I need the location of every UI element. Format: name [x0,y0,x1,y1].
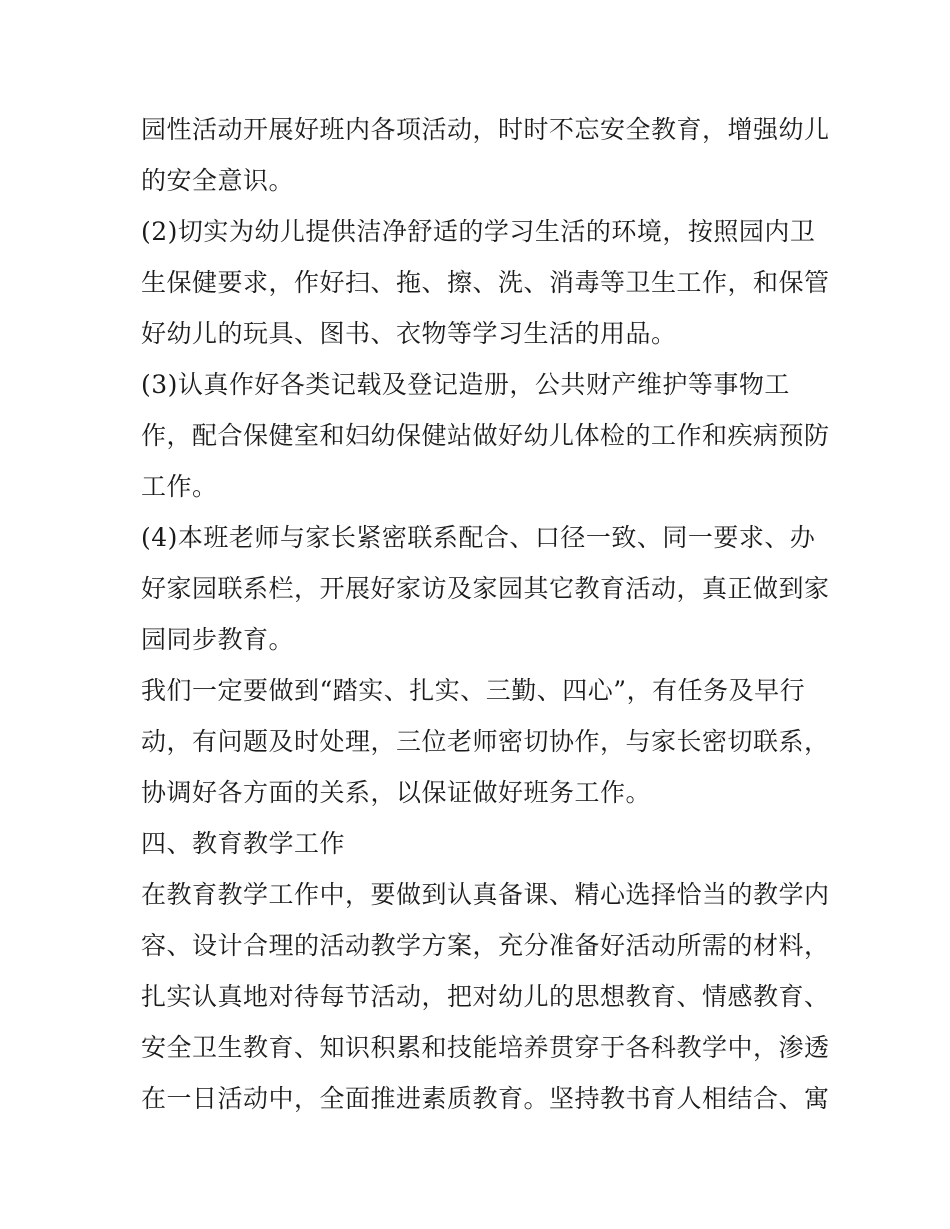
text-line: (4)本班老师与家长紧密联系配合、口径一致、同一要求、办 [141,523,816,552]
text-line: 动，有问题及时处理，三位老师密切协作，与家长密切联系， [141,727,830,756]
text-line: 好幼儿的玩具、图书、衣物等学习生活的用品。 [141,319,677,348]
text-line: 的安全意识。 [141,166,295,195]
body-text [141,104,830,1124]
text-line: 作，配合保健室和妇幼保健站做好幼儿体检的工作和疾病预防 [141,421,830,450]
section-heading: 四、教育教学工作 [141,829,346,858]
text-line: 园性活动开展好班内各项活动，时时不忘安全教育，增强幼儿 [141,115,830,144]
text-line: 我们一定要做到“踏实、扎实、三勤、四心”，有任务及早行 [141,676,806,705]
text-line: 安全卫生教育、知识积累和技能培养贯穿于各科教学中，渗透 [141,1033,830,1062]
text-line: 园同步教育。 [141,625,295,654]
text-line: (2)切实为幼儿提供洁净舒适的学习生活的环境，按照园内卫 [141,217,816,246]
text-line: 在教育教学工作中，要做到认真备课、精心选择恰当的教学内 [141,880,830,909]
text-line: 工作。 [141,472,218,501]
text-line: 在一日活动中，全面推进素质教育。坚持教书育人相结合、寓 [141,1084,830,1113]
text-line: 好家园联系栏，开展好家访及家园其它教育活动，真正做到家 [141,574,830,603]
text-line: 生保健要求，作好扫、拖、擦、洗、消毒等卫生工作，和保管 [141,268,830,297]
text-line: 协调好各方面的关系，以保证做好班务工作。 [141,778,652,807]
text-line: 扎实认真地对待每节活动，把对幼儿的思想教育、情感教育、 [141,982,830,1011]
text-line: 容、设计合理的活动教学方案，充分准备好活动所需的材料， [141,931,830,960]
text-line: (3)认真作好各类记载及登记造册，公共财产维护等事物工 [141,370,790,399]
